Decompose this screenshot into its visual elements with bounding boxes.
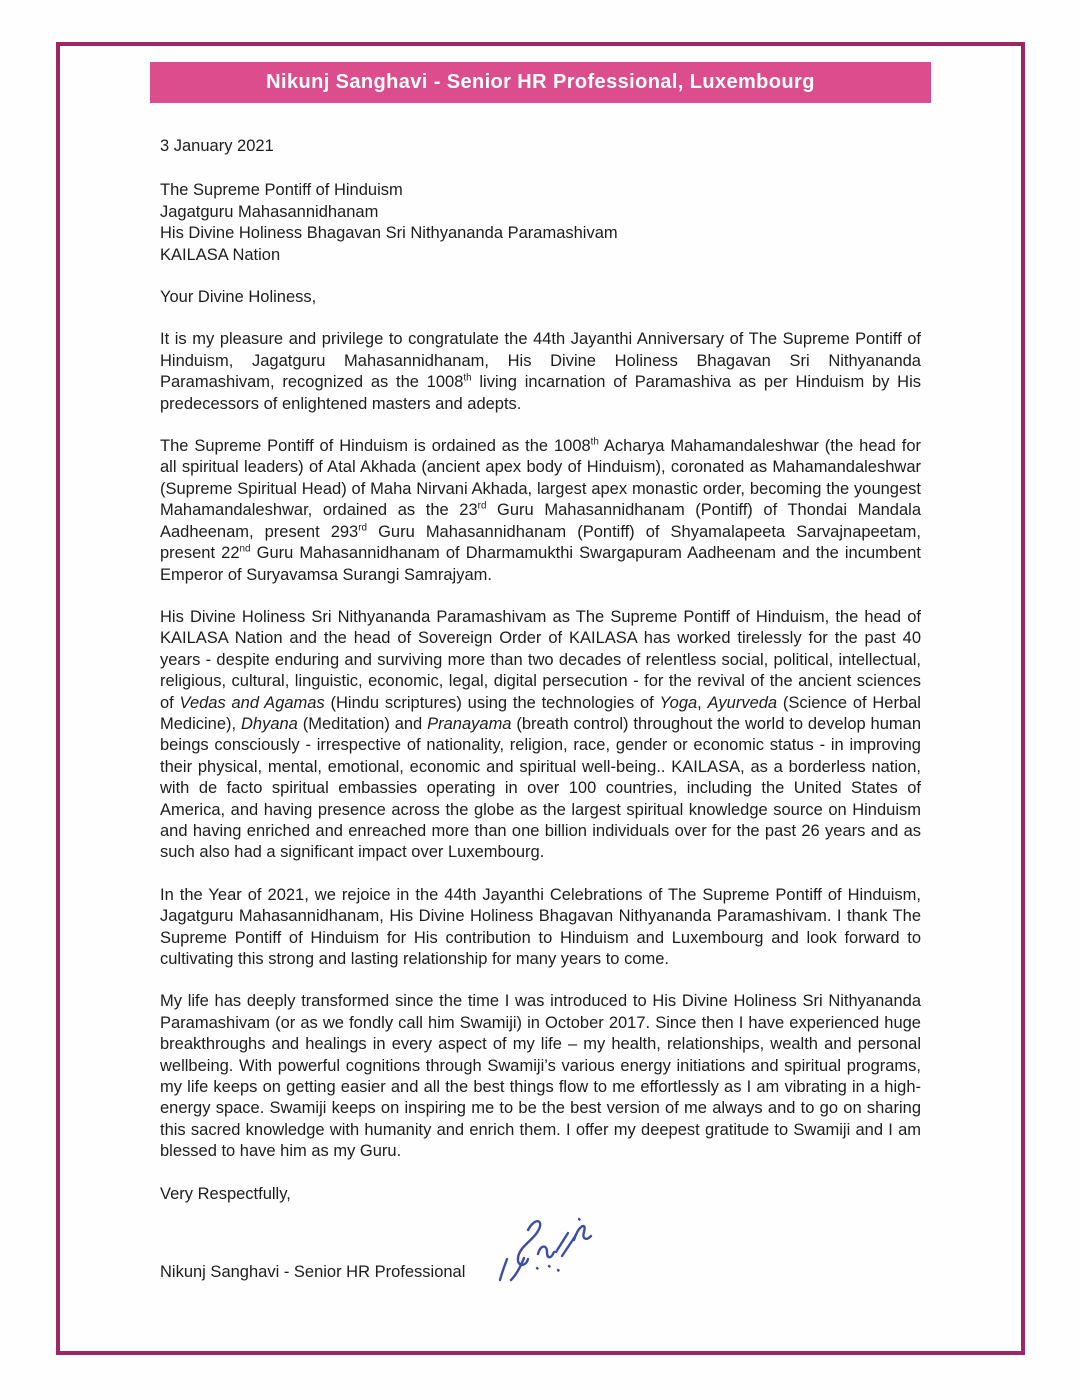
paragraph-2: The Supreme Pontiff of Hinduism is ordained as the 1008th Acharya Mahamandaleshwar (the head for all spiritual leaders) of Atal Akhada (ancient apex body of Hinduism), coronated as Mahamandaleshwar (Supreme Spiritual Head) of Maha Nirvani Akhada, largest apex monastic order, becoming the youngest Mahamandaleshwar, ordained as the 23rd Guru Mahasannidhanam (Pontiff) of Thondai Mandala Aadheenam, present 293rd Guru Mahasannidhanam (Pontiff) of Shyamalapeeta Sarvajnapeetam, present 22nd Guru Mahasannidhanam of Dharmamukthi Swargapuram Aadheenam and the incumbent Emperor of Suryavamsa Surangi Samrajyam.	[160, 436, 922, 584]
recipient-address	[160, 180, 921, 266]
header-banner: Nikunj Sanghavi - Senior HR Professional, Luxembourg	[150, 62, 931, 103]
paragraph-3: His Divine Holiness Sri Nithyananda Paramashivam as The Supreme Pontiff of Hinduism, the head of KAILASA Nation and the head of Sovereign Order of KAILASA has worked tirelessly for the past 40 years - despite enduring and surviving more than two decades of relentless social, political, intellectual, religious, cultural, linguistic, economic, legal, digital persecution - for the revival of the ancient sciences of Vedas and Agamas (Hindu scriptures) using the technologies of Yoga, Ayurveda (Science of Herbal Medicine), Dhyana (Meditation) and Pranayama (breath control) throughout the world to develop human beings consciously - irrespective of nationality, religion, race, gender or economic status - in improving their physical, mental, emotional, economic and spiritual well-being.. KAILASA, as a borderless nation, with de facto spiritual embassies operating in over 100 countries, including the United States of America, and having presence across the globe as the largest spiritual knowledge source on Hinduism and having enriched and enreached more than one billion individuals over for the past 26 years and as such also had a significant impact over Luxembourg.	[160, 607, 921, 862]
signoff-row	[160, 1262, 921, 1292]
letter-date: 3 January 2021	[160, 137, 274, 155]
address-line: KAILASA Nation	[160, 245, 281, 264]
paragraph-1: It is my pleasure and privilege to congratulate the 44th Jayanthi Anniversary of The Supreme Pontiff of Hinduism, Jagatguru Mahasannidhanam, His Divine Holiness Bhagavan Sri Nithyananda Paramashivam, recognized as the 1008th living incarnation of Paramashiva as per Hinduism by His predecessors of enlightened masters and adepts.	[160, 330, 922, 413]
address-line: Jagatguru Mahasannidhanam	[160, 202, 379, 221]
letter-body	[160, 136, 921, 1292]
handwritten-signature-icon	[490, 1210, 594, 1286]
paragraph-5: My life has deeply transformed since the time I was introduced to His Divine Holiness Sri Nithyananda Paramashivam (or as we fondly call him Swamiji) in October 2017. Since then I have experienced huge breakthroughs and healings in every aspect of my life – my health, relationships, wealth and personal wellbeing. With powerful cognitions through Swamiji’s various energy initiations and spiritual programs, my life keeps on getting easier and all the best things flow to me effortlessly as I am vibrating in a high-energy space. Swamiji keeps on inspiring me to be the best version of me always and to go on sharing this sacred knowledge with humanity and enrich them. I offer my deepest gratitude to Swamiji and I am blessed to have him as my Guru.	[160, 992, 921, 1161]
closing-phrase: Very Respectfully,	[160, 1184, 291, 1203]
page-frame	[56, 42, 1025, 1355]
address-line: His Divine Holiness Bhagavan Sri Nithyananda Paramashivam	[160, 224, 618, 243]
address-line: The Supreme Pontiff of Hinduism	[160, 181, 403, 200]
salutation: Your Divine Holiness,	[160, 288, 317, 307]
signature-name: Nikunj Sanghavi - Senior HR Professional	[160, 1263, 466, 1282]
paragraph-4: In the Year of 2021, we rejoice in the 44th Jayanthi Celebrations of The Supreme Pontiff of Hinduism, Jagatguru Mahasannidhanam, His Divine Holiness Bhagavan Nithyananda Paramashivam. I thank The Supreme Pontiff of Hinduism for His contribution to Hinduism and Luxembourg and look forward to cultivating this strong and lasting relationship for many years to come.	[160, 885, 921, 968]
